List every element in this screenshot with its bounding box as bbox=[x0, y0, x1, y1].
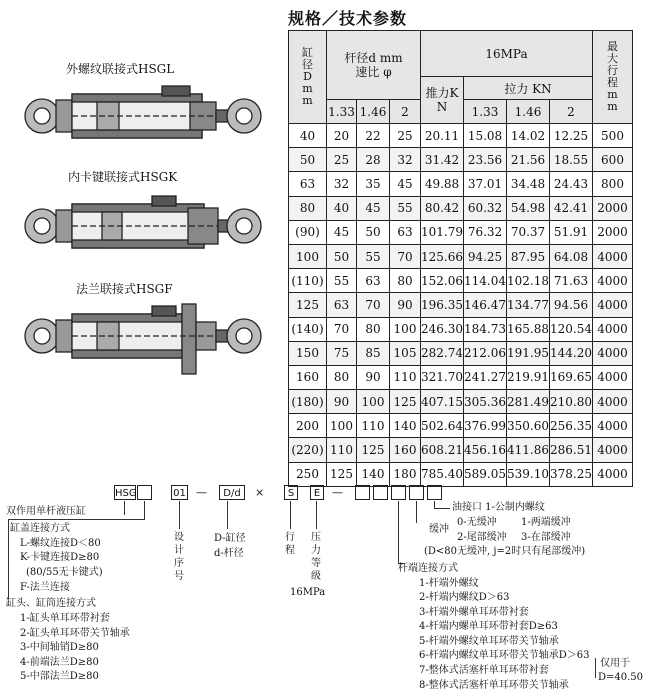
table-cell: 4000 bbox=[593, 317, 633, 341]
buffer-title: 缓冲 bbox=[429, 524, 449, 535]
table-cell: 110 bbox=[390, 365, 421, 389]
header-push: 推力KN bbox=[421, 77, 464, 124]
table-cell: (180) bbox=[289, 390, 327, 414]
table-cell: 50 bbox=[327, 244, 357, 268]
spec-table-body bbox=[289, 124, 633, 487]
buffer-item: 2-尾部缓冲 bbox=[457, 532, 507, 543]
head-connection-item: (80/55无卡键式) bbox=[26, 567, 103, 578]
only-for-label: 仅用于 bbox=[600, 658, 630, 669]
table-cell: 4000 bbox=[593, 269, 633, 293]
header-pull-ratio-3: 2 bbox=[550, 100, 593, 124]
table-cell: 101.79 bbox=[421, 220, 464, 244]
table-cell: 110 bbox=[357, 414, 390, 438]
table-cell: 70 bbox=[327, 317, 357, 341]
table-cell: 100 bbox=[327, 414, 357, 438]
table-cell: 28 bbox=[357, 148, 390, 172]
header-pressure: 16MPa bbox=[421, 31, 593, 77]
code-box-11 bbox=[427, 485, 442, 500]
table-row bbox=[289, 462, 633, 486]
table-cell: 45 bbox=[390, 172, 421, 196]
table-cell: 246.30 bbox=[421, 317, 464, 341]
table-cell: 32 bbox=[327, 172, 357, 196]
pressure-label: 压力等级 bbox=[311, 532, 321, 582]
table-cell: 63 bbox=[390, 220, 421, 244]
table-row bbox=[289, 341, 633, 365]
table-row bbox=[289, 269, 633, 293]
oil-port-label: 油接口 1-公制内螺纹 bbox=[452, 502, 545, 513]
table-cell: 76.32 bbox=[464, 220, 507, 244]
table-cell: 12.25 bbox=[550, 124, 593, 148]
table-cell: 90 bbox=[327, 390, 357, 414]
spec-title: 规格／技术参数 bbox=[288, 9, 408, 28]
table-cell: 25 bbox=[390, 124, 421, 148]
table-cell: 70.37 bbox=[507, 220, 550, 244]
rod-end-item: 7-整体式活塞杆单耳环带衬套 bbox=[419, 665, 549, 676]
table-cell: 150 bbox=[289, 341, 327, 365]
header-ratio-1: 1.33 bbox=[327, 100, 357, 124]
table-cell: 4000 bbox=[593, 244, 633, 268]
table-cell: 146.47 bbox=[464, 293, 507, 317]
only-for-value: D=40.50 bbox=[598, 672, 644, 683]
table-cell: 87.95 bbox=[507, 244, 550, 268]
table-cell: 125 bbox=[289, 293, 327, 317]
table-cell: 94.56 bbox=[550, 293, 593, 317]
rod-end-item: 6-杆端内螺纹单耳环带关节轴承D＞63 bbox=[419, 650, 590, 661]
header-ratio-3: 2 bbox=[390, 100, 421, 124]
table-cell: 134.77 bbox=[507, 293, 550, 317]
header-bore: 缸径Dmm bbox=[289, 31, 327, 124]
table-cell: 63 bbox=[289, 172, 327, 196]
table-cell: 24.43 bbox=[550, 172, 593, 196]
leader-line bbox=[8, 519, 9, 599]
table-cell: 350.60 bbox=[507, 414, 550, 438]
header-pull: 拉力 KN bbox=[464, 77, 593, 100]
leader-line bbox=[434, 508, 450, 509]
code-dash-3: — bbox=[332, 486, 343, 499]
table-cell: 25 bbox=[327, 148, 357, 172]
leader-line bbox=[227, 501, 228, 529]
table-cell: 55 bbox=[357, 244, 390, 268]
rod-end-item: 5-杆端外螺纹单耳环带关节轴承 bbox=[419, 636, 559, 647]
header-ratio-2: 1.46 bbox=[357, 100, 390, 124]
code-box-10 bbox=[409, 485, 424, 500]
leader-line bbox=[290, 501, 291, 529]
mount-connection-item: 2-缸头单耳环带关节轴承 bbox=[20, 628, 130, 639]
cylinder-diagram-hsgl bbox=[12, 80, 274, 152]
table-row bbox=[289, 390, 633, 414]
table-cell: 120.54 bbox=[550, 317, 593, 341]
table-cell: 411.86 bbox=[507, 438, 550, 462]
table-cell: 22 bbox=[357, 124, 390, 148]
head-connection-item: L-螺纹连接D＜80 bbox=[20, 538, 101, 549]
table-row bbox=[289, 414, 633, 438]
leader-line bbox=[398, 501, 399, 563]
table-cell: 165.88 bbox=[507, 317, 550, 341]
code-box-8 bbox=[373, 485, 388, 500]
table-cell: 321.70 bbox=[421, 365, 464, 389]
table-cell: 40 bbox=[327, 196, 357, 220]
table-cell: 4000 bbox=[593, 390, 633, 414]
table-cell: 100 bbox=[289, 244, 327, 268]
pressure-value: 16MPa bbox=[290, 587, 326, 598]
table-cell: 241.27 bbox=[464, 365, 507, 389]
table-cell: 286.51 bbox=[550, 438, 593, 462]
stroke-label: 行程 bbox=[285, 532, 295, 556]
table-cell: 2000 bbox=[593, 196, 633, 220]
table-cell: 160 bbox=[289, 365, 327, 389]
table-cell: 70 bbox=[390, 244, 421, 268]
table-cell: 63 bbox=[327, 293, 357, 317]
code-box-stroke: S bbox=[284, 485, 298, 500]
table-row bbox=[289, 365, 633, 389]
table-cell: 32 bbox=[390, 148, 421, 172]
table-cell: 281.49 bbox=[507, 390, 550, 414]
mount-connection-item: 3-中间轴销D≥80 bbox=[20, 642, 99, 653]
table-cell: 80 bbox=[357, 317, 390, 341]
leader-line bbox=[179, 501, 180, 529]
table-cell: 102.18 bbox=[507, 269, 550, 293]
table-cell: 589.05 bbox=[464, 462, 507, 486]
table-cell: 196.35 bbox=[421, 293, 464, 317]
rod-end-item: 1-杆端外螺纹 bbox=[419, 578, 479, 589]
table-cell: 800 bbox=[593, 172, 633, 196]
table-cell: 4000 bbox=[593, 438, 633, 462]
leader-line bbox=[316, 501, 317, 529]
header-stroke: 最大行程mm bbox=[593, 31, 633, 124]
header-pull-ratio-2: 1.46 bbox=[507, 100, 550, 124]
buffer-item: 1-两端缓冲 bbox=[521, 517, 571, 528]
code-times: × bbox=[255, 486, 265, 499]
table-row bbox=[289, 124, 633, 148]
caption-hsgl: 外螺纹联接式HSGL bbox=[66, 62, 175, 76]
table-cell: (90) bbox=[289, 220, 327, 244]
leader-line bbox=[124, 501, 125, 515]
code-dash-1: — bbox=[196, 486, 207, 499]
rod-end-item: 2-杆端内螺纹D＞63 bbox=[419, 592, 510, 603]
code-box-hsg: HSG bbox=[114, 485, 136, 500]
table-cell: 4000 bbox=[593, 365, 633, 389]
table-cell: 210.80 bbox=[550, 390, 593, 414]
table-cell: 14.02 bbox=[507, 124, 550, 148]
code-box-9 bbox=[391, 485, 406, 500]
rod-end-item: 3-杆端外螺单耳环带衬套 bbox=[419, 607, 529, 618]
table-cell: 4000 bbox=[593, 341, 633, 365]
table-cell: 500 bbox=[593, 124, 633, 148]
table-cell: 80.42 bbox=[421, 196, 464, 220]
table-cell: 71.63 bbox=[550, 269, 593, 293]
buffer-item: 0-无缓冲 bbox=[457, 517, 497, 528]
table-cell: 37.01 bbox=[464, 172, 507, 196]
table-cell: 50 bbox=[289, 148, 327, 172]
table-cell: 378.25 bbox=[550, 462, 593, 486]
leader-line bbox=[144, 501, 145, 519]
mount-connection-item: 1-缸头单耳环带衬套 bbox=[20, 613, 110, 624]
table-cell: 100 bbox=[390, 317, 421, 341]
mount-connection-title: 缸头、缸筒连接方式 bbox=[6, 598, 96, 609]
table-row bbox=[289, 244, 633, 268]
table-row bbox=[289, 317, 633, 341]
table-cell: (110) bbox=[289, 269, 327, 293]
table-cell: 600 bbox=[593, 148, 633, 172]
table-cell: 110 bbox=[327, 438, 357, 462]
cylinder-diagram-hsgf bbox=[12, 300, 274, 380]
table-cell: 49.88 bbox=[421, 172, 464, 196]
serial-label: 设计序号 bbox=[174, 532, 184, 582]
table-cell: 114.04 bbox=[464, 269, 507, 293]
table-cell: 23.56 bbox=[464, 148, 507, 172]
table-cell: 456.16 bbox=[464, 438, 507, 462]
buffer-item: 3-在部缓冲 bbox=[521, 532, 571, 543]
table-cell: 169.65 bbox=[550, 365, 593, 389]
table-row bbox=[289, 438, 633, 462]
table-cell: 31.42 bbox=[421, 148, 464, 172]
table-cell: 18.55 bbox=[550, 148, 593, 172]
table-cell: 51.91 bbox=[550, 220, 593, 244]
header-rod: 杆径d mm 速比 φ bbox=[327, 31, 421, 100]
table-cell: 55 bbox=[327, 269, 357, 293]
table-cell: (220) bbox=[289, 438, 327, 462]
table-cell: 219.91 bbox=[507, 365, 550, 389]
table-cell: 305.36 bbox=[464, 390, 507, 414]
table-cell: 90 bbox=[390, 293, 421, 317]
table-cell: 125 bbox=[327, 462, 357, 486]
code-box-7 bbox=[355, 485, 370, 500]
table-cell: 15.08 bbox=[464, 124, 507, 148]
table-cell: 20.11 bbox=[421, 124, 464, 148]
table-cell: 80 bbox=[289, 196, 327, 220]
table-row bbox=[289, 220, 633, 244]
rod-end-title: 杆端连接方式 bbox=[398, 563, 458, 574]
table-cell: 21.56 bbox=[507, 148, 550, 172]
table-cell: 785.40 bbox=[421, 462, 464, 486]
table-cell: 152.06 bbox=[421, 269, 464, 293]
table-row bbox=[289, 196, 633, 220]
table-cell: 282.74 bbox=[421, 341, 464, 365]
leader-line bbox=[595, 658, 596, 678]
table-cell: 75 bbox=[327, 341, 357, 365]
table-cell: 100 bbox=[357, 390, 390, 414]
table-cell: 539.10 bbox=[507, 462, 550, 486]
table-cell: 200 bbox=[289, 414, 327, 438]
mount-connection-item: 4-前端法兰D≥80 bbox=[20, 657, 99, 668]
double-acting-label: 双作用单杆液压缸 bbox=[6, 506, 86, 517]
table-cell: 191.95 bbox=[507, 341, 550, 365]
table-cell: 85 bbox=[357, 341, 390, 365]
table-cell: 40 bbox=[289, 124, 327, 148]
caption-hsgk: 内卡键联接式HSGK bbox=[68, 170, 178, 184]
code-box-bore-rod: D/d bbox=[219, 485, 245, 500]
code-box-pressure: E bbox=[310, 485, 324, 500]
code-box-installation bbox=[137, 485, 152, 500]
table-cell: 54.98 bbox=[507, 196, 550, 220]
table-cell: 140 bbox=[357, 462, 390, 486]
table-cell: 212.06 bbox=[464, 341, 507, 365]
table-cell: 64.08 bbox=[550, 244, 593, 268]
head-connection-title: 缸盖连接方式 bbox=[10, 523, 70, 534]
mount-connection-item: 5-中部法兰D≥80 bbox=[20, 671, 99, 682]
table-cell: 20 bbox=[327, 124, 357, 148]
table-cell: 94.25 bbox=[464, 244, 507, 268]
rod-end-item: 8-整体式活塞杆单耳环带关节轴承 bbox=[419, 680, 569, 691]
spec-table bbox=[288, 30, 633, 487]
table-cell: 140 bbox=[390, 414, 421, 438]
table-cell: 45 bbox=[327, 220, 357, 244]
table-cell: 180 bbox=[390, 462, 421, 486]
head-connection-item: F-法兰连接 bbox=[20, 582, 70, 593]
rod-label: d-杆径 bbox=[214, 548, 244, 559]
table-cell: 34.48 bbox=[507, 172, 550, 196]
header-pull-ratio-1: 1.33 bbox=[464, 100, 507, 124]
table-cell: 4000 bbox=[593, 462, 633, 486]
table-cell: 35 bbox=[357, 172, 390, 196]
head-connection-item: K-卡键连接D≥80 bbox=[20, 552, 100, 563]
table-cell: 256.35 bbox=[550, 414, 593, 438]
table-cell: 608.21 bbox=[421, 438, 464, 462]
table-cell: 60.32 bbox=[464, 196, 507, 220]
table-row bbox=[289, 172, 633, 196]
table-cell: 250 bbox=[289, 462, 327, 486]
buffer-note: (D<80无缓冲, j=2时只有尾部缓冲) bbox=[424, 546, 586, 557]
table-cell: 80 bbox=[390, 269, 421, 293]
table-cell: 90 bbox=[357, 365, 390, 389]
table-cell: 2000 bbox=[593, 220, 633, 244]
table-cell: 70 bbox=[357, 293, 390, 317]
table-cell: 63 bbox=[357, 269, 390, 293]
table-cell: 407.15 bbox=[421, 390, 464, 414]
table-row bbox=[289, 293, 633, 317]
table-cell: 160 bbox=[390, 438, 421, 462]
bore-label: D-缸径 bbox=[214, 533, 246, 544]
table-cell: 42.41 bbox=[550, 196, 593, 220]
table-cell: 376.99 bbox=[464, 414, 507, 438]
leader-line bbox=[416, 501, 417, 523]
table-row bbox=[289, 148, 633, 172]
table-cell: 55 bbox=[390, 196, 421, 220]
table-cell: 50 bbox=[357, 220, 390, 244]
table-cell: 4000 bbox=[593, 414, 633, 438]
rod-end-item: 4-杆端内螺单耳环带衬套D≥63 bbox=[419, 621, 558, 632]
cylinder-diagram-hsgk bbox=[12, 190, 274, 262]
table-cell: (140) bbox=[289, 317, 327, 341]
table-cell: 144.20 bbox=[550, 341, 593, 365]
table-cell: 80 bbox=[327, 365, 357, 389]
table-cell: 125 bbox=[390, 390, 421, 414]
table-cell: 125 bbox=[357, 438, 390, 462]
caption-hsgf: 法兰联接式HSGF bbox=[76, 282, 173, 296]
table-cell: 4000 bbox=[593, 293, 633, 317]
code-box-serial: 01 bbox=[171, 485, 188, 500]
table-cell: 125.66 bbox=[421, 244, 464, 268]
table-cell: 45 bbox=[357, 196, 390, 220]
table-cell: 184.73 bbox=[464, 317, 507, 341]
table-cell: 105 bbox=[390, 341, 421, 365]
table-cell: 502.64 bbox=[421, 414, 464, 438]
